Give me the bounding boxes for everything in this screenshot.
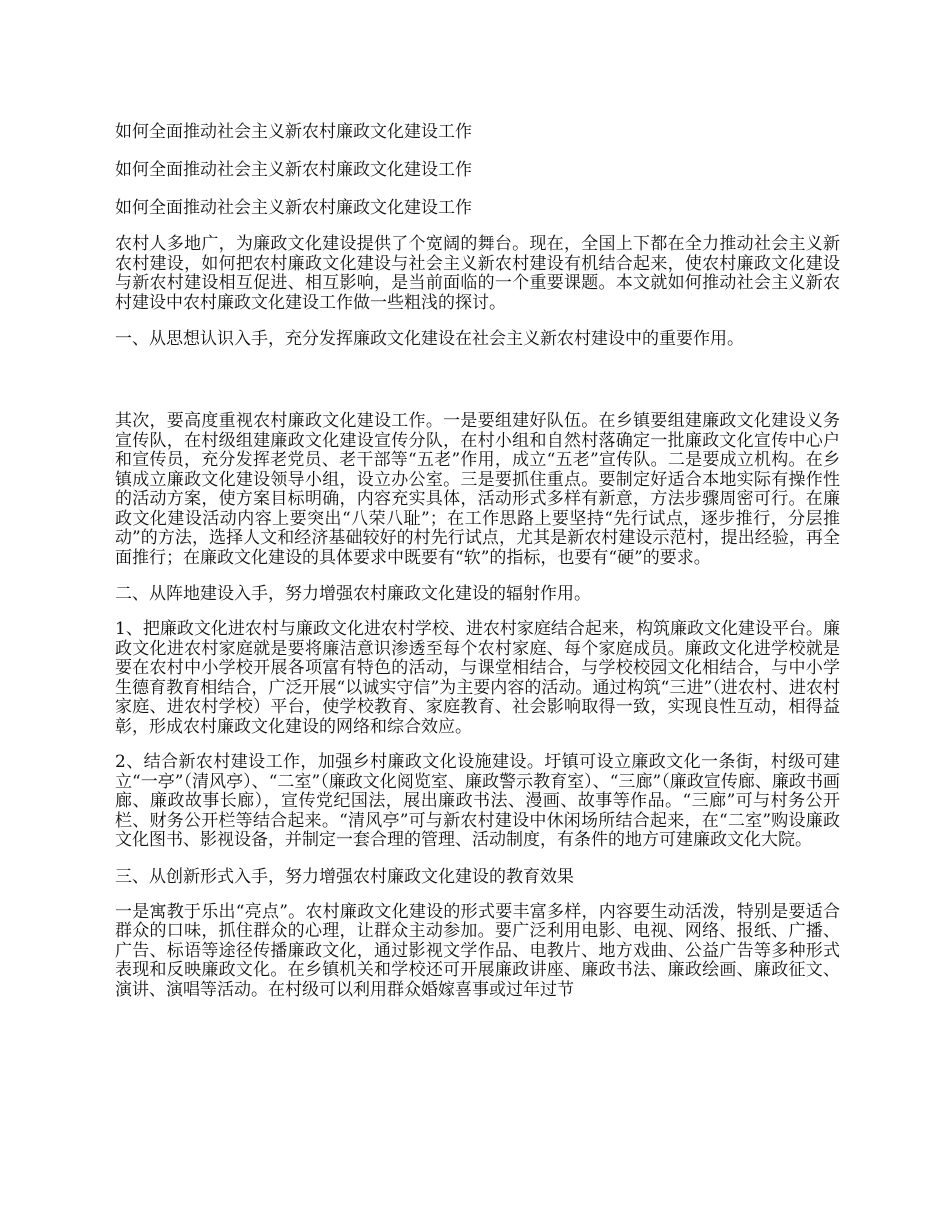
- document-title: 如何全面推动社会主义新农村廉政文化建设工作: [115, 160, 472, 180]
- body-paragraph: 1、把廉政文化进农村与廉政文化进农村学校、进农村家庭结合起来，构筑廉政文化建设平台。廉政文化进农村家庭就是要将廉洁意识渗透至每个农村家庭、每个家庭成员。廉政文化进学校就是要在农村中小学校开展各项富有特色的活动，与课堂相结合，与学校校园文化相结合，与中小学生德育教育相结合，广泛开展“以诚实守信”为主要内容的活动。通过构筑“三进”（进农村、进农村家庭、进农村学校）平台，使学校教育、家庭教育、社会影响取得一致，实现良性互动，相得益彰，形成农村廉政文化建设的网络和综合效应。: [115, 619, 840, 737]
- body-paragraph: 一是寓教于乐出“亮点”。农村廉政文化建设的形式要丰富多样，内容要生动活泼，特别是要适合群众的口味，抓住群众的心理，让群众主动参加。要广泛利用电影、电视、网络、报纸、广播、广告、标语等途径传播廉政文化，通过影视文学作品、电教片、地方戏曲、公益广告等多种形式表现和反映廉政文化。在乡镇机关和学校还可开展廉政讲座、廉政书法、廉政绘画、廉政征文、演讲、演唱等活动。在村级可以利用群众婚嫁喜事或过年过节: [115, 901, 840, 1000]
- document-title: 如何全面推动社会主义新农村廉政文化建设工作: [115, 198, 472, 218]
- section-heading: 二、从阵地建设入手，努力增强农村廉政文化建设的辐射作用。: [115, 584, 591, 604]
- document-title: 如何全面推动社会主义新农村廉政文化建设工作: [115, 122, 472, 142]
- intro-paragraph: 农村人多地广，为廉政文化建设提供了个宽阔的舞台。现在，全国上下都在全力推动社会主义新农村建设，如何把农村廉政文化建设与社会主义新农村建设有机结合起来，使农村廉政文化建设与新农村建设相互促进、相互影响，是当前面临的一个重要课题。本文就如何推动社会主义新农村建设中农村廉政文化建设工作做一些粗浅的探讨。: [115, 234, 840, 313]
- section-heading: 一、从思想认识入手，充分发挥廉政文化建设在社会主义新农村建设中的重要作用。: [115, 329, 744, 349]
- document-page: [115, 121, 840, 1016]
- section-heading: 三、从创新形式入手，努力增强农村廉政文化建设的教育效果: [115, 866, 574, 887]
- body-paragraph: 其次，要高度重视农村廉政文化建设工作。一是要组建好队伍。在乡镇要组建廉政文化建设义务宣传队，在村级组建廉政文化建设宣传分队，在村小组和自然村落确定一批廉政文化宣传中心户和宣传员，充分发挥老党员、老干部等“五老”作用，成立“五老”宣传队。二是要成立机构。在乡镇成立廉政文化建设领导小组，设立办公室。三是要抓住重点。要制定好适合本地实际有操作性的活动方案，使方案目标明确，内容充实具体，活动形式多样有新意，方法步骤周密可行。在廉政文化建设活动内容上要突出“八荣八耻”；在工作思路上要坚持“先行试点，逐步推行，分层推动”的方法，选择人文和经济基础较好的村先行试点，尤其是新农村建设示范村，提出经验，再全面推行；在廉政文化建设的具体要求中既要有“软”的指标，也要有“硬”的要求。: [115, 411, 840, 568]
- blank-space: [115, 365, 840, 412]
- body-paragraph: 2、结合新农村建设工作，加强乡村廉政文化设施建设。圩镇可设立廉政文化一条街，村级可建立“一亭”（清风亭）、“二室”（廉政文化阅览室、廉政警示教育室）、“三廊”（廉政宣传廊、廉政书画廊、廉政故事长廊），宣传党纪国法，展出廉政书法、漫画、故事等作品。“三廊”可与村务公开栏、财务公开栏等结合起来。“清风亭”可与新农村建设中休闲场所结合起来，在“二室”购设廉政文化图书、影视设备，并制定一套合理的管理、活动制度，有条件的地方可建廉政文化大院。: [115, 752, 840, 850]
